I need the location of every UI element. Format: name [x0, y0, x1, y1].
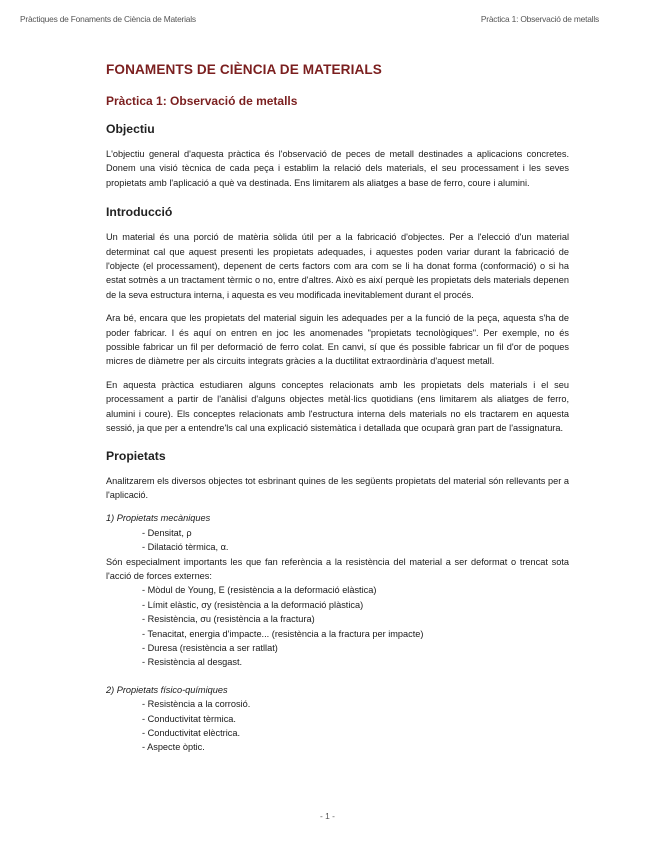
list-item: - Resistència al desgast. — [142, 657, 243, 668]
list-item: - Tenacitat, energia d'impacte... (resistència a la fractura per impacte) — [142, 628, 424, 639]
intro-paragraph-2: Ara bé, encara que les propietats del material siguin les adequades per a la funció de la peça, aquesta s'ha de poder fabricar. I és aquí on entren en joc les anomenades "propietats tecnològiques". Per exemple, no és possible fabricar un fil per deformació de ferro colat. En canvi, sí que és possible fabricar un fil d'or de poques micres de diàmetre per als circuits integrats gràcies a la ductilitat extraordinària d'aquest metall. — [106, 313, 569, 367]
mecaniques-note: Són especialment importants les que fan referència a la resistència del material a ser deformat o trencat sota l'acció de forces externes: — [106, 556, 569, 581]
list-item: - Conductivitat tèrmica. — [142, 713, 236, 724]
mecaniques-list-b — [106, 583, 569, 669]
objectiu-paragraph: L'objectiu general d'aquesta pràctica és l'observació de peces de metall destinades a aplicacions concretes. Donem una visió tècnica de cada peça i establim la relació dels materials, el seu processament i les seves propietats amb l'aplicació a què va destinada. Ens limitarem als aliatges a base de ferro, coure i alumini. — [106, 149, 569, 188]
document-title: FONAMENTS DE CIÈNCIA DE MATERIALS — [106, 62, 382, 77]
section-heading-introduccio: Introducció — [106, 205, 173, 220]
list-item: - Densitat, ρ — [142, 527, 192, 538]
page-number: - 1 - — [320, 811, 335, 821]
list-item: - Mòdul de Young, E (resistència a la deformació elàstica) — [142, 585, 377, 596]
mecaniques-title: 1) Propietats mecàniques — [106, 513, 211, 524]
intro-paragraph-3: En aquesta pràctica estudiaren alguns conceptes relacionats amb les propietats dels materials i el seu processament a partir de l'anàlisi d'alguns objectes metàl·lics quotidians (ens limitarem als aliatges de ferro, alumini i coure). Els conceptes relacionats amb l'estructura interna dels materials no els tractarem en aquesta sessió, ja que per a entendre'ls cal una explicació sistemàtica i detallada que ocuparà gran part de l'assignatura. — [106, 379, 569, 434]
running-header-left: Pràctiques de Fonaments de Ciència de Materials — [20, 14, 196, 24]
fisicoquimiques-title: 2) Propietats físico-químiques — [106, 684, 228, 695]
fisicoquimiques-list — [106, 697, 569, 755]
list-item: - Límit elàstic, σy (resistència a la deformació plàstica) — [142, 599, 364, 610]
document-subtitle: Pràctica 1: Observació de metalls — [106, 94, 298, 108]
list-item: - Resistència a la corrosió. — [142, 699, 251, 710]
section-heading-objectiu: Objectiu — [106, 122, 155, 136]
running-header-right: Pràctica 1: Observació de metalls — [480, 14, 599, 24]
intro-paragraph-1: Un material és una porció de matèria sòlida útil per a la fabricació d'objectes. Per a l'elecció d'un material determinat cal que aquest presenti les propietats adequades, i aquestes poden variar durant la fabricació de l'objecte (el processament), depenent de certs factors com ara com se li ha donat forma (conformació) o si ha estat sotmès a un tractament tèrmic o no, entre d'altres. Això es així perquè les propietats dels materials depenen de la seva estructura interna, i aquesta es veu modificada inevitablement durant el procés. — [106, 232, 569, 300]
propietats-intro: Analitzarem els diversos objectes tot esbrinant quines de les següents propietats del material són rellevants per a l'aplicació. — [106, 475, 569, 500]
list-item: - Resistència, σu (resistència a la fractura) — [142, 614, 315, 625]
list-item: - Dilatació tèrmica, α. — [142, 542, 229, 553]
list-item: - Aspecte òptic. — [142, 742, 205, 753]
mecaniques-list-a — [106, 526, 569, 555]
section-heading-propietats: Propietats — [106, 448, 166, 463]
list-item: - Duresa (resistència a ser ratllat) — [142, 642, 278, 653]
list-item: - Conductivitat elèctrica. — [142, 728, 241, 738]
document-body — [106, 62, 569, 755]
